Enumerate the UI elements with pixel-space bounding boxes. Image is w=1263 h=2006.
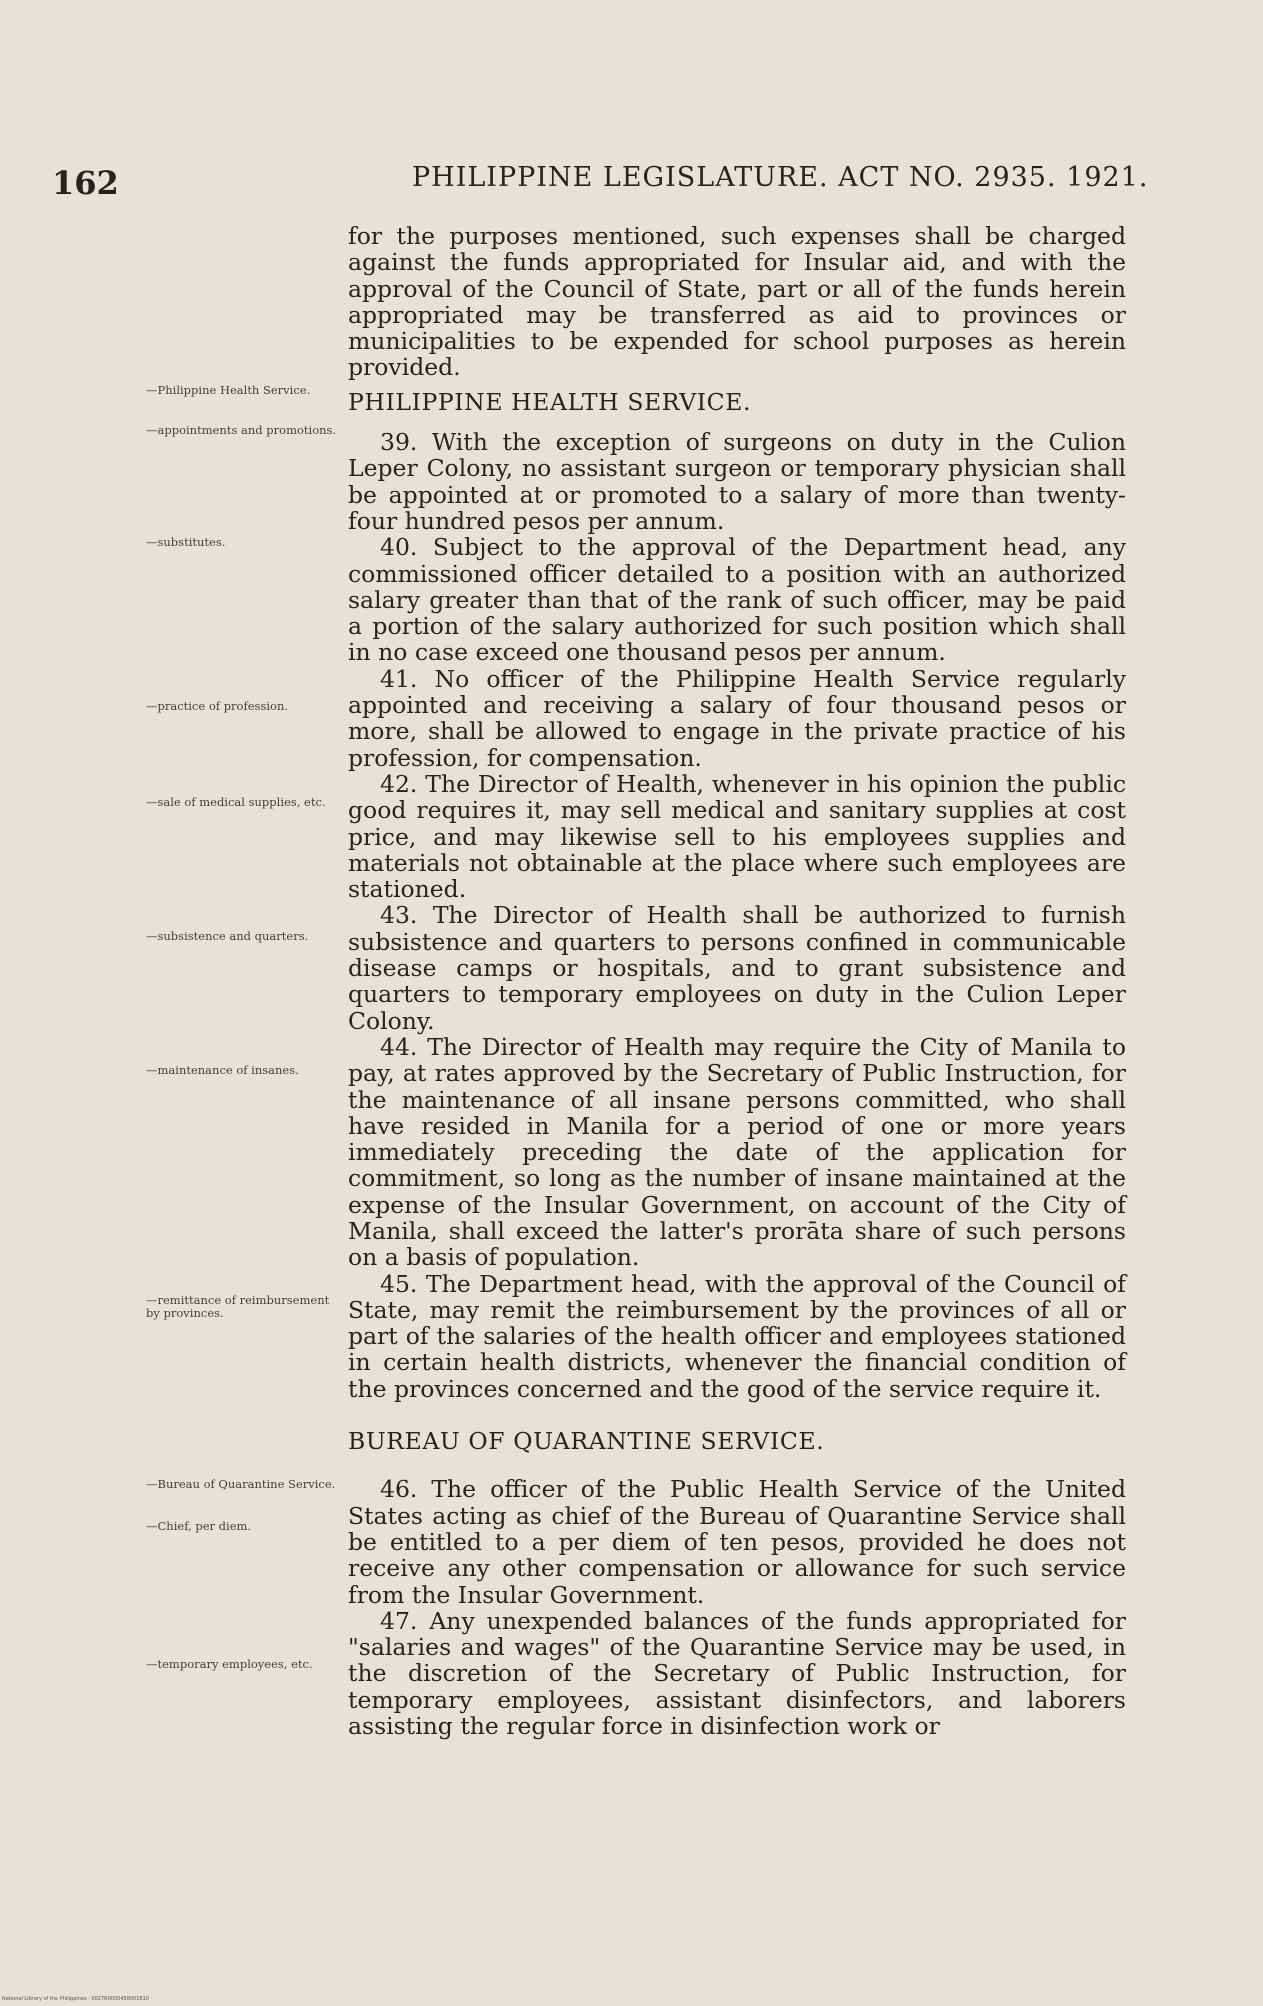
margin-note: —subsistence and quarters. — [146, 929, 309, 943]
margin-note: —practice of profession. — [146, 699, 289, 713]
margin-note: —appointments and promotions. — [146, 423, 337, 437]
margin-note: —sale of medical supplies, etc. — [146, 795, 326, 809]
body-text — [348, 223, 1126, 1739]
paragraph-44: 44. The Director of Health may require the City of Manila to pay, at rates approved by the Secretary of Public Instruction, for the maintenance of all insane persons committed, who shall have resided in Manila for a period of one or more years immediately preceding the date of the application for commitment, so long as the number of insane maintained at the expense of the Insular Government, on account of the City of Manila, shall exceed the latter's prorāta share of such persons on a basis of population. — [348, 1032, 1126, 1272]
margin-note: —remittance of reimbursement by provinces. — [146, 1293, 330, 1320]
margin-note: —Bureau of Quarantine Service. — [146, 1477, 336, 1491]
margin-note: —substitutes. — [146, 535, 226, 549]
running-head: PHILIPPINE LEGISLATURE. ACT NO. 2935. 1921. — [412, 162, 1149, 193]
section-heading-quarantine: BUREAU OF QUARANTINE SERVICE. — [348, 1427, 825, 1456]
paragraph-43: 43. The Director of Health shall be authorized to furnish subsistence and quarters to persons confined in communicable disease camps or hospitals, and to grant subsistence and quarters to temporary employees on duty in the Culion Leper Colony. — [348, 901, 1126, 1035]
paragraph-46: 46. The officer of the Public Health Service of the United States acting as chief of the Bureau of Quarantine Service shall be entitled to a per diem of ten pesos, provided he does not receive any other compensation or allowance for such service from the Insular Government. — [348, 1475, 1126, 1609]
page-number: 162 — [52, 164, 119, 202]
scan-footer: National Library of the Philippines · 0027R0000458001810 — [2, 1996, 149, 2002]
margin-note: —Chief, per diem. — [146, 1519, 252, 1533]
margin-note: —maintenance of insanes. — [146, 1063, 299, 1077]
margin-note: —temporary employees, etc. — [146, 1657, 313, 1671]
paragraph-42: 42. The Director of Health, whenever in his opinion the public good requires it, may sell medical and sanitary supplies at cost price, and may likewise sell to his employees supplies and materials not obtainable at the place where such employees are stationed. — [348, 769, 1126, 904]
paragraph-40: 40. Subject to the approval of the Department head, any commissioned officer detailed to a position with an authorized salary greater than that of the rank of such officer, may be paid a portion of the salary authorized for such position which shall in no case exceed one thousand pesos per annum. — [348, 533, 1126, 667]
paragraph-47: 47. Any unexpended balances of the funds appropriated for "salaries and wages" of the Quarantine Service may be used, in the discretion of the Secretary of Public Instruction, for temporary employees, assistant disinfectors, and laborers assisting the regular force in disinfection work or — [348, 1606, 1126, 1741]
intro-paragraph: for the purposes mentioned, such expenses shall be charged against the funds appropriated for Insular aid, and with the approval of the Council of State, part or all of the funds herein appropriated may be transferred as aid to provinces or municipalities to be expended for school purposes as herein provided. — [348, 222, 1126, 382]
paragraph-41: 41. No officer of the Philippine Health Service regularly appointed and receiving a salary of four thousand pesos or more, shall be allowed to engage in the private practice of his profession, for compensation. — [348, 664, 1126, 772]
paragraph-39: 39. With the exception of surgeons on duty in the Culion Leper Colony, no assistant surgeon or temporary physician shall be appointed at or promoted to a salary of more than twenty-four hundred pesos per annum. — [348, 428, 1126, 535]
paragraph-45: 45. The Department head, with the approval of the Council of State, may remit the reimbursement by the provinces of all or part of the salaries of the health officer and employees stationed in certain health districts, whenever the financial condition of the provinces concerned and the good of the service require it. — [348, 1269, 1126, 1403]
section-heading-health: PHILIPPINE HEALTH SERVICE. — [348, 387, 752, 416]
margin-note: —Philippine Health Service. — [146, 383, 311, 397]
